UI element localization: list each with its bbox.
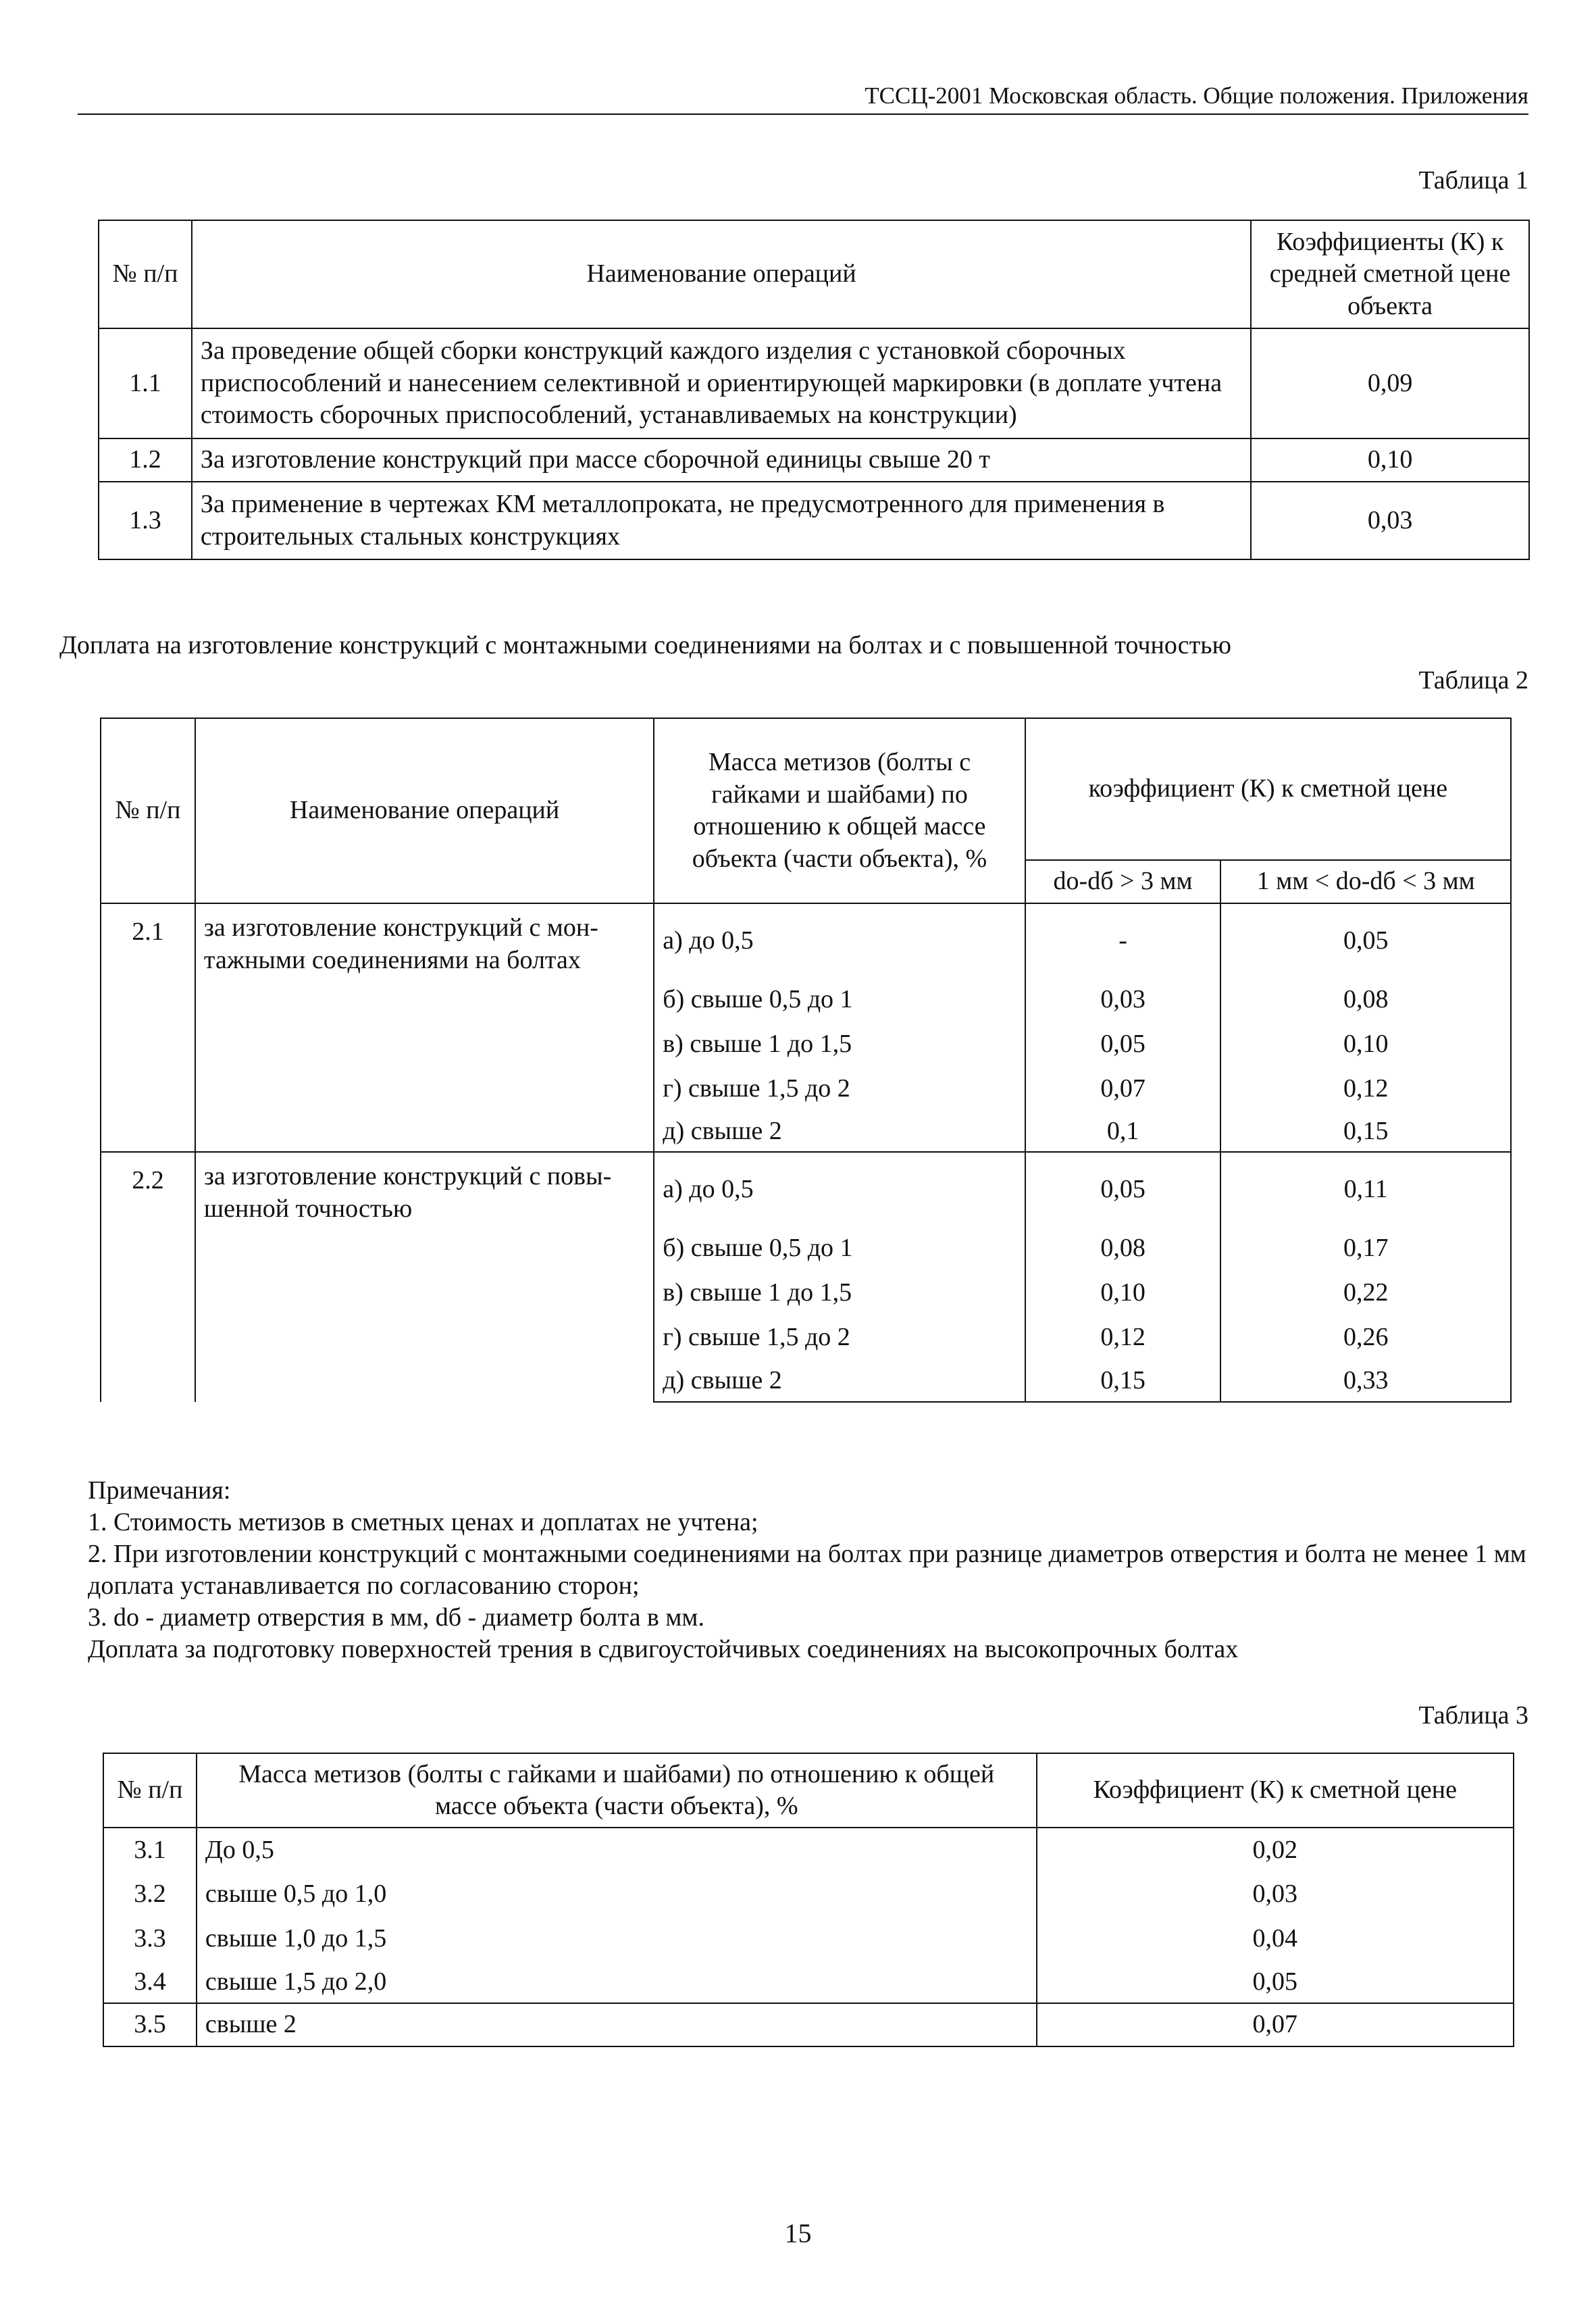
table3-header-mass: Масса метизов (болты с гайками и шайбами) по отношению к общей массе объекта (части объекта), % — [197, 1753, 1037, 1828]
table-row — [103, 1917, 1514, 1961]
table-row — [99, 482, 1529, 559]
coefficient: 0,04 — [1037, 1917, 1514, 1961]
mass-range: б) свыше 0,5 до 1 — [654, 1226, 1025, 1271]
coefficient: 0,03 — [1251, 482, 1529, 559]
mass-range: б) свыше 0,5 до 1 — [654, 978, 1025, 1022]
coefficient-1: 0,12 — [1025, 1315, 1221, 1360]
coefficient-2: 0,11 — [1220, 1152, 1511, 1226]
coefficient: 0,03 — [1037, 1872, 1514, 1917]
coefficient-1: 0,08 — [1025, 1226, 1221, 1271]
coefficient: 0,07 — [1037, 2003, 1514, 2046]
mass-range: г) свыше 1,5 до 2 — [654, 1315, 1025, 1360]
coefficient-1: - — [1025, 903, 1221, 978]
row-number: 3.1 — [103, 1828, 197, 1872]
row-number: 3.3 — [103, 1917, 197, 1961]
mass-range: а) до 0,5 — [654, 903, 1025, 978]
table-row — [103, 1872, 1514, 1917]
coefficient-2: 0,33 — [1220, 1360, 1511, 1402]
coefficient-1: 0,03 — [1025, 978, 1221, 1022]
coefficient-2: 0,08 — [1220, 978, 1511, 1022]
row-number: 3.4 — [103, 1961, 197, 2003]
running-header: ТССЦ-2001 Московская область. Общие положения. Приложения — [865, 82, 1528, 109]
coefficient-2: 0,15 — [1220, 1111, 1511, 1152]
note-item: 1. Стоимость метизов в сметных ценах и доплатах не учтена; — [88, 1508, 758, 1536]
coefficient: 0,05 — [1037, 1961, 1514, 2003]
mass-range: д) свыше 2 — [654, 1360, 1025, 1402]
table2-header-name: Наименование операций — [195, 718, 654, 903]
row-number: 2.1 — [101, 903, 195, 1152]
row-number: 1.3 — [99, 482, 192, 559]
table2-header-mass: Масса метизов (болты с гайками и шайбами) по отношению к общей массе объекта (части объекта), % — [654, 718, 1025, 903]
table1-header-name: Наименование операций — [192, 220, 1251, 328]
operation-name: За проведение общей сборки конструкций каждого изделия с установкой сборочных приспособлений и нанесением селективной и ориентирующей маркировки (в доплате учтена стоимость сборочных приспособлений, устанавливаемых на конструкции) — [192, 328, 1251, 438]
coefficient-2: 0,22 — [1220, 1271, 1511, 1315]
table1-header-num: № п/п — [99, 220, 192, 328]
mass-range: в) свыше 1 до 1,5 — [654, 1022, 1025, 1067]
table3-header-coef: Коэффициент (К) к сметной цене — [1037, 1753, 1514, 1828]
operation-name: За применение в чертежах КМ металлопроката, не предусмотренного для применения в строительных стальных конструкциях — [192, 482, 1251, 559]
table-row — [103, 2003, 1514, 2046]
table1 — [98, 220, 1530, 560]
header-rule — [78, 114, 1528, 115]
table1-header-coef: Коэффициенты (К) к средней сметной цене объекта — [1251, 220, 1529, 328]
coefficient-2: 0,05 — [1220, 903, 1511, 978]
coefficient-1: 0,15 — [1025, 1360, 1221, 1402]
mass-range: г) свыше 1,5 до 2 — [654, 1067, 1025, 1111]
mass-range: До 0,5 — [197, 1828, 1037, 1872]
table1-caption: Таблица 1 — [1418, 166, 1528, 195]
table2-subheader-1: do-dб > 3 мм — [1025, 860, 1221, 903]
coefficient-2: 0,17 — [1220, 1226, 1511, 1271]
mass-range: а) до 0,5 — [654, 1152, 1025, 1226]
coefficient-2: 0,26 — [1220, 1315, 1511, 1360]
table2-caption: Таблица 2 — [1418, 666, 1528, 695]
table-row — [99, 328, 1529, 438]
page-number: 15 — [784, 2218, 812, 2248]
table3 — [103, 1753, 1514, 2047]
table2-intro: Доплата на изготовление конструкций с монтажными соединениями на болтах и с повышенной точностью — [59, 631, 1231, 659]
operation-name: за изготовление конструкций с мон-тажными соединениями на болтах — [195, 903, 654, 1152]
coefficient: 0,02 — [1037, 1828, 1514, 1872]
coefficient-1: 0,05 — [1025, 1152, 1221, 1226]
mass-range: свыше 0,5 до 1,0 — [197, 1872, 1037, 1917]
row-number: 1.2 — [99, 438, 192, 482]
mass-range: свыше 1,5 до 2,0 — [197, 1961, 1037, 2003]
row-number: 3.5 — [103, 2003, 197, 2046]
coefficient-1: 0,07 — [1025, 1067, 1221, 1111]
row-number: 1.1 — [99, 328, 192, 438]
notes-title: Примечания: — [88, 1476, 231, 1505]
table3-header-num: № п/п — [103, 1753, 197, 1828]
table3-intro: Доплата за подготовку поверхностей трения в сдвигоустойчивых соединениях на высокопрочных болтах — [88, 1635, 1239, 1663]
coefficient-2: 0,12 — [1220, 1067, 1511, 1111]
row-number: 3.2 — [103, 1872, 197, 1917]
coefficient-2: 0,10 — [1220, 1022, 1511, 1067]
operation-name: За изготовление конструкций при массе сборочной единицы свыше 20 т — [192, 438, 1251, 482]
table2-header-coef: коэффициент (К) к сметной цене — [1025, 718, 1511, 860]
note-item: 2. При изготовлении конструкций с монтажными соединениями на болтах при разнице диаметров отверстия и болта не менее 1 мм доплата устанавливается по согласованию сторон; — [88, 1540, 1526, 1600]
mass-range: свыше 2 — [197, 2003, 1037, 2046]
table3-caption: Таблица 3 — [1418, 1701, 1528, 1730]
table-row — [99, 438, 1529, 482]
row-number: 2.2 — [101, 1152, 195, 1402]
table2-subheader-2: 1 мм < do-dб < 3 мм — [1220, 860, 1511, 903]
coefficient-1: 0,1 — [1025, 1111, 1221, 1152]
notes-block — [88, 1475, 1540, 1665]
coefficient: 0,10 — [1251, 438, 1529, 482]
table-row — [103, 1961, 1514, 2003]
mass-range: свыше 1,0 до 1,5 — [197, 1917, 1037, 1961]
table-row — [103, 1828, 1514, 1872]
mass-range: д) свыше 2 — [654, 1111, 1025, 1152]
table-row — [101, 1152, 1511, 1226]
table2-header-num: № п/п — [101, 718, 195, 903]
mass-range: в) свыше 1 до 1,5 — [654, 1271, 1025, 1315]
coefficient-1: 0,10 — [1025, 1271, 1221, 1315]
table2 — [100, 718, 1512, 1403]
coefficient: 0,09 — [1251, 328, 1529, 438]
operation-name: за изготовление конструкций с повы-шенной точностью — [195, 1152, 654, 1402]
table-row — [101, 903, 1511, 978]
coefficient-1: 0,05 — [1025, 1022, 1221, 1067]
note-item: 3. do - диаметр отверстия в мм, dб - диаметр болта в мм. — [88, 1603, 704, 1632]
